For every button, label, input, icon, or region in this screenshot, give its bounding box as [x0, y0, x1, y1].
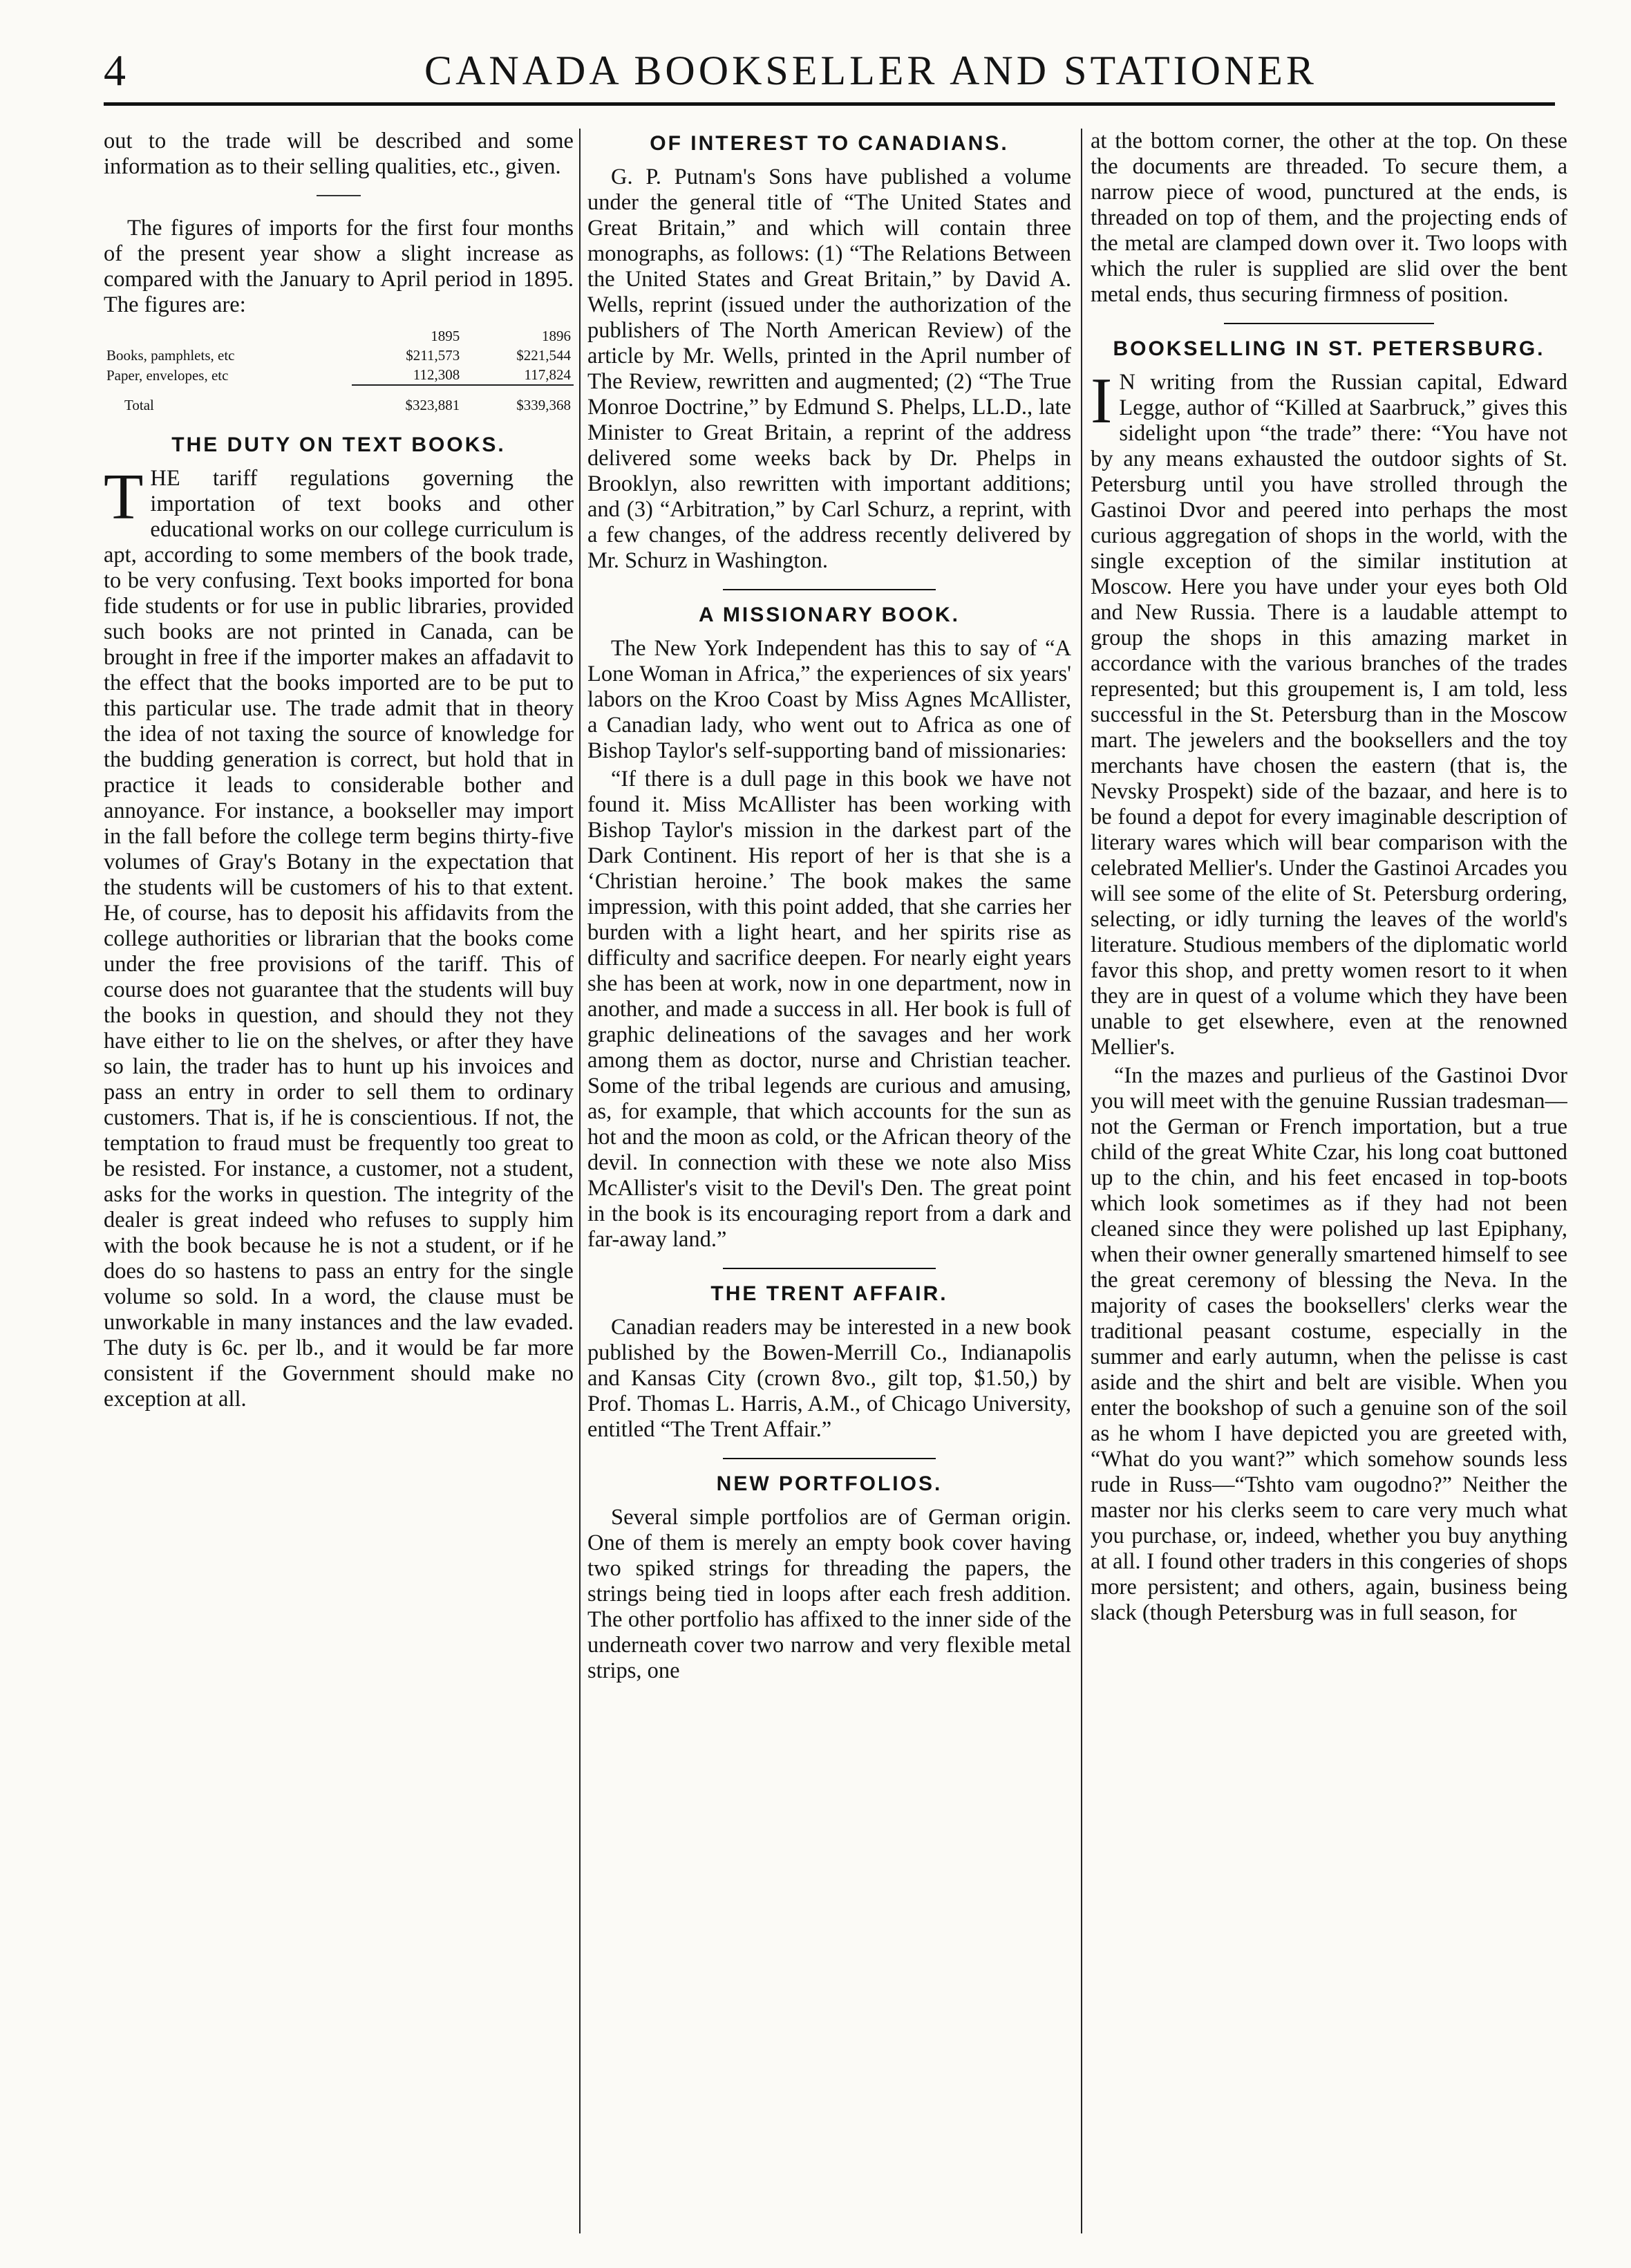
- column-left: [104, 129, 574, 2240]
- page-number: 4: [104, 46, 126, 95]
- section-divider: [1224, 323, 1434, 324]
- total-1896: $339,368: [462, 385, 574, 415]
- section-heading-duty: THE DUTY ON TEXT BOOKS.: [171, 433, 506, 456]
- total-label: Total: [124, 396, 154, 413]
- table-row: [104, 346, 574, 365]
- drop-cap: T: [104, 461, 144, 533]
- section-heading-trent: THE TRENT AFFAIR.: [710, 1282, 948, 1305]
- column-rule-right: [1081, 129, 1082, 2233]
- row-value-1895: $211,573: [406, 347, 460, 364]
- missionary-paragraph: The New York Independent has this to say of “A Lone Woman in Africa,” the experiences of six years' labors on the Kroo Coast by Miss Agnes McAllister, a Canadian lady, who went out to Africa as one of Bishop Taylor's self-supporting band of missionaries:: [587, 636, 1071, 763]
- petersburg-paragraph: [1091, 365, 1567, 1060]
- total-1895: $323,881: [352, 385, 463, 415]
- running-title: CANADA BOOKSELLER AND STATIONER: [424, 48, 1317, 93]
- column-rule-left: [579, 129, 581, 2233]
- imports-paragraph: The figures of imports for the first four months of the present year show a slight increase as compared with the January to April period in 1895. The figures are:: [104, 216, 574, 317]
- interest-paragraph: G. P. Putnam's Sons have published a volume under the general title of “The United States and Great Britain,” and which will contain three monographs, as follows: (1) “The Relations Between the United States and Great Britain,” by David A. Wells, reprint (issued under the authorization of the publishers of The North American Review) of the article by Mr. Wells, printed in the April number of The Review, rewritten and augmented; (2) “The True Monroe Doctrine,” by Edmund S. Phelps, LL.D., late Minister to Great Britain, a reprint of the address delivered some weeks back by Dr. Phelps in Brooklyn, also rewritten with important additions; and (3) “Arbitration,” by Carl Schurz, a reprint, with a few changes, of the address recently delivered by Mr. Schurz in Washington.: [587, 165, 1071, 573]
- column-middle: [587, 129, 1071, 2240]
- section-heading-petersburg: BOOKSELLING IN ST. PETERSBURG.: [1113, 337, 1545, 360]
- section-divider: [723, 1268, 936, 1269]
- page-header: [104, 43, 1555, 98]
- duty-text: HE tariff regulations governing the importation of text books and other educational works on our college curriculum is apt, according to some members of the book trade, to be very confusing. Text books imported for bona fide students or for use in public libraries, provided such books are not printed in Canada, can be brought in free if the importer makes an affadavit to the effect that the books imported are to be put to this particular use. The trade admit that in theory the idea of not taxing the source of knowledge for the budding generation is correct, but hold that in practice it leads to considerable bother and annoyance. For instance, a bookseller may import in the fall before the college term begins thirty-five volumes of Gray's Botany in the expectation that the students will be customers of his to that extent. He, of course, has to deposit his affidavits from the college authorities or librarian that the books come under the free provisions of the tariff. This of course does not guarantee that the students will buy the books in question, and should they not they have either to lie on the shelves, or after they have so lain, the trader has to hunt up his invoices and pass an entry in order to sell them to ordinary customers. That is, if he is conscientious. If not, the temptation to fraud must be frequently too great to be resisted. For instance, a customer, not a student, asks for the works in question. The integrity of the dealer is great indeed who refuses to supply him with the book because he is not a student, or if he does do so hastens to pass an entry for the single volume so sold. In a word, the clause must be unworkable in many instances and the law evaded. The duty is 6c. per lb., and it would be far more consistent if the Government should make no exception at all.: [104, 466, 574, 1412]
- portfolios-continued: at the bottom corner, the other at the top. On these the documents are threaded. To secure them, a narrow piece of wood, punctured at the ends, is threaded on top of them, and the projecting ends of the metal are clamped down over it. Two loops with which the ruler is supplied are slid over the bent metal ends, thus securing firmness of position.: [1091, 129, 1567, 307]
- portfolios-paragraph: Several simple portfolios are of German origin. One of them is merely an empty book cover having two spiked strings for threading the papers, the strings being tied in loops after each fresh addition. The other portfolio has affixed to the inner side of the underneath cover two narrow and very flexible metal strips, one: [587, 1505, 1071, 1683]
- duty-paragraph: [104, 461, 574, 1412]
- section-heading-missionary: A MISSIONARY BOOK.: [699, 603, 960, 626]
- column-right: [1091, 129, 1567, 2240]
- row-value-1896: 117,824: [524, 366, 571, 383]
- section-divider: [723, 1458, 936, 1459]
- missionary-quote: “If there is a dull page in this book we have not found it. Miss McAllister has been working with Bishop Taylor's mission in the darkest part of the Dark Continent. His report of her is that she is a ‘Christian heroine.’ The book makes the same impression, with this point added, that she carries her burden with a light heart, and her spirits rise as difficulty and sacrifice deepen. For nearly eight years she has been at work, now in one department, now in another, and made a success in all. Her book is full of graphic delineations of the savages and her work among them as doctor, nurse and Christian teacher. Some of the tribal legends are curious and amusing, as, for example, that which accounts for the sun as hot and the moon as cold, or the African theory of the devil. In connection with these we note also Miss McAllister's visit to the Devil's Den. The great point in the book is its encouraging report from a dark and far-away land.”: [587, 767, 1071, 1252]
- row-label: Paper, envelopes, etc: [106, 366, 229, 384]
- row-value-1896: $221,544: [516, 347, 571, 364]
- header-rule: [104, 102, 1555, 106]
- row-value-1895: 112,308: [413, 366, 460, 383]
- petersburg-text: N writing from the Russian capital, Edward Legge, author of “Killed at Saarbruck,” gives this sidelight upon “the trade” there: “You have not by any means exhausted the outdoor sights of St. Petersburg until you have strolled through the Gastinoi Dvor and peered into perhaps the most curious aggregation of shops in the world, with the single exception of the similar institution at Moscow. Here you have under your eyes both Old and New Russia. There is a laudable attempt to group the shops in this amazing market in accordance with the various branches of the trades represented; but this groupement is, I am told, less successful in the St. Petersburg than in the Moscow mart. The jewelers and the booksellers and the toy merchants have chosen the eastern (that is, the Nevsky Prospekt) side of the bazaar, and here is to be found a depot for every imaginable description of literary wares which will bear comparison with the celebrated Mellier's. Under the Gastinoi Arcades you will see some of the elite of St. Petersburg ordering, selecting, or idly turning the leaves of the world's literature. Studious members of the diplomatic world favor this shop, and pretty women resort to it when they are in quest of a volume which they have been unable to get elsewhere, even at the renowned Mellier's.: [1091, 370, 1567, 1060]
- imports-header-row: [104, 326, 574, 346]
- short-divider: [317, 195, 361, 196]
- imports-table: [104, 326, 574, 415]
- year-1896: 1896: [542, 328, 571, 344]
- drop-cap: I: [1091, 365, 1113, 437]
- intro-paragraph: out to the trade will be described and some information as to their selling qualities, etc., given.: [104, 129, 574, 179]
- table-row: [104, 365, 574, 385]
- table-total-row: [104, 385, 574, 415]
- row-label: Books, pamphlets, etc: [106, 347, 235, 364]
- section-heading-portfolios: NEW PORTFOLIOS.: [716, 1472, 943, 1495]
- year-1895: 1895: [431, 328, 460, 344]
- petersburg-paragraph-2: “In the mazes and purlieus of the Gastinoi Dvor you will meet with the genuine Russian tradesman—not the German or French importation, but a true child of the great White Czar, his long coat buttoned up to the chin, and his feet encased in top-boots which look sometimes as if they had not been cleaned since they were polished up last Epiphany, when their owner generally smartened himself to see the great ceremony of blessing the Neva. In the majority of cases the booksellers' clerks wear the traditional peasant costume, especially in the summer and early autumn, when the pelisse is cast aside and the shirt and belt are visible. When you enter the bookshop of such a genuine son of the soil as he whom I have depicted you are greeted with, “What do you want?” which somehow sounds less rude in Russ—“Tshto vam ougodno?” Neither the master nor his clerks seem to care very much what you purchase, or, indeed, whether you buy anything at all. I found other traders in this congeries of shops more persistent; and others, again, business being slack (though Petersburg was in full season, for: [1091, 1063, 1567, 1625]
- trent-paragraph: Canadian readers may be interested in a new book published by the Bowen-Merrill Co., Indianapolis and Kansas City (crown 8vo., gilt top, $1.50,) by Prof. Thomas L. Harris, A.M., of Chicago University, entitled “The Trent Affair.”: [587, 1315, 1071, 1442]
- section-divider: [723, 589, 936, 590]
- section-heading-interest: OF INTEREST TO CANADIANS.: [650, 132, 1009, 155]
